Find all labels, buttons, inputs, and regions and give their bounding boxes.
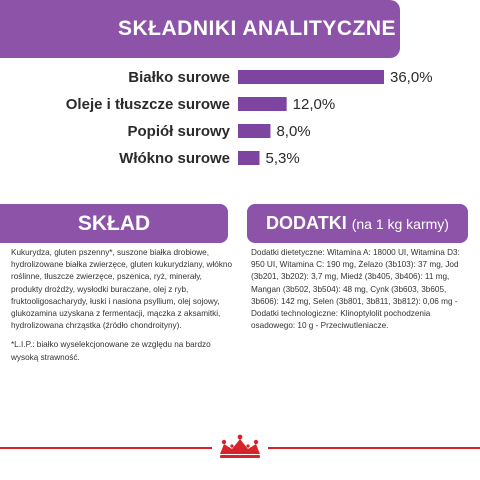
- category-label: Popiół surowy: [127, 123, 230, 140]
- value-label: 8,0%: [276, 123, 311, 140]
- sklad-title: SKŁAD: [77, 211, 151, 235]
- bar: [238, 151, 259, 165]
- value-label: 12,0%: [292, 96, 336, 113]
- value-label: 5,3%: [265, 150, 300, 167]
- bar: [238, 70, 384, 84]
- bar: [238, 97, 287, 111]
- dodatki-header: [247, 204, 468, 243]
- dodatki-text: [251, 247, 465, 332]
- dodatki-body: Dodatki dietetyczne: Witamina A: 18000 UI, Witamina D3: 950 UI, Witamina C: 190 mg, Żelazo (3b103): 37 mg, Jod (3b201, 3b202): 3,7 mg, Miedź (3b405, 3b406): 11 mg, Mangan (3b502, 3b504): 48 mg, Cynk (3b603, 3b605, 3b606): 142 mg, Selen (3b801, 3b811, 3b812): 0,06 mg - Dodatki technologiczne: Klinoptylolit pochodzenia osadowego: 10 g - Przeciwutleniacze.: [251, 248, 460, 331]
- footer-line-right: [268, 447, 480, 449]
- royal-canin-crown-icon: [214, 433, 266, 459]
- category-label: Włókno surowe: [119, 150, 230, 167]
- page-title: SKŁADNIKI ANALITYCZNE: [118, 17, 397, 40]
- category-label: Oleje i tłuszcze surowe: [65, 96, 230, 113]
- title-banner: [0, 0, 400, 58]
- sklad-text: [11, 247, 233, 364]
- value-label: 36,0%: [390, 69, 433, 86]
- analytical-bar-chart: [0, 60, 480, 180]
- footer-line-left: [0, 447, 212, 449]
- sklad-body: Kukurydza, gluten pszenny*, suszone białka drobiowe, hydrolizowane białka zwierzęce, gluten kukurydziany, włókno roślinne, tłuszcze zwierzęce, pszenica, ryż, minerały, produkty drożdży, wysłodki buraczane, olej z ryb, fruktooligosacharydy, łuski i nasiona psyllium, olej sojowy, glukozamina uzyskana z fermentacji, mączka z aksamitki, hydrolizowana chrząstka (źródło chondroityny).: [11, 248, 233, 331]
- dodatki-suffix: (na 1 kg karmy): [351, 215, 449, 232]
- sklad-header: [0, 204, 228, 243]
- sklad-note: *L.I.P.: białko wyselekcjonowane ze względu na bardzo wysoką strawność.: [11, 340, 211, 362]
- dodatki-title: DODATKI: [266, 213, 347, 233]
- bar: [238, 124, 270, 138]
- category-label: Białko surowe: [128, 69, 230, 86]
